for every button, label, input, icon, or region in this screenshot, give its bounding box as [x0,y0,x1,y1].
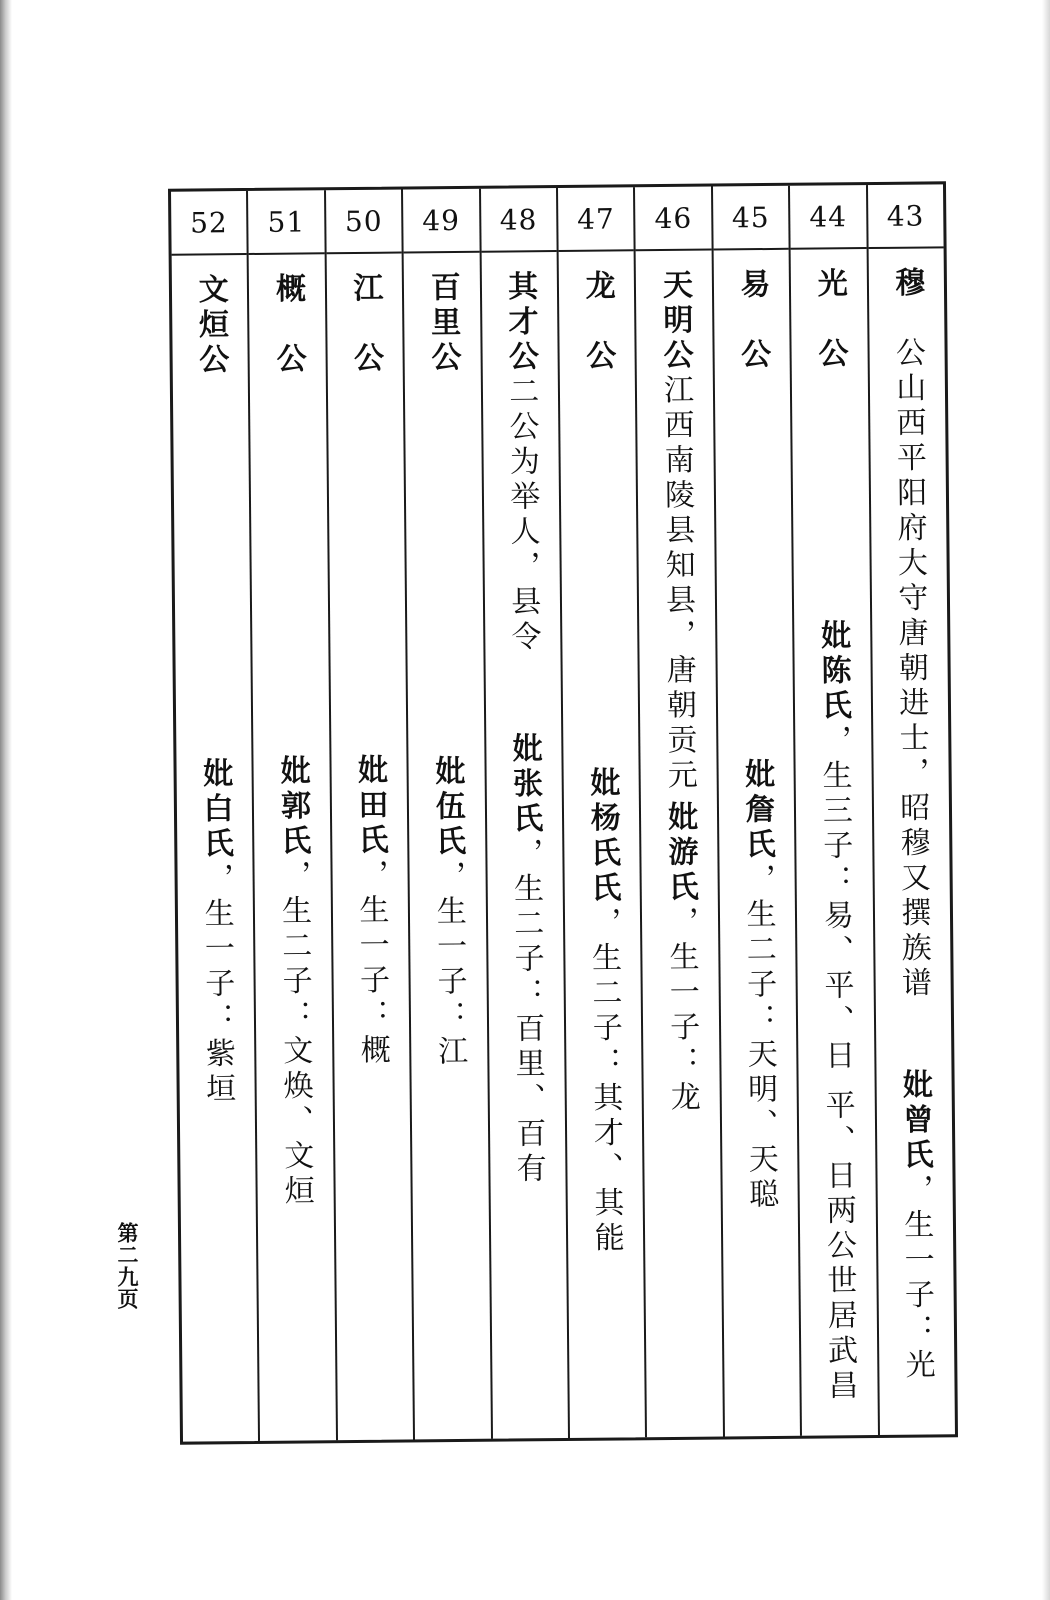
children-list: ，生一子：光 [897,1173,935,1384]
spouse-record [197,757,236,1108]
spouse-name: 妣游氏 [661,800,698,907]
generation-number: 44 [790,185,866,250]
ancestor-record [656,268,697,795]
spouse-name: 妣田氏 [351,753,388,860]
ancestor-description: 二公为举人，县令 [503,375,541,656]
generation-body [404,253,491,1440]
ancestor-name: 文烜公 [192,273,229,379]
ancestor-record [269,272,306,378]
ancestor-description: 公 [734,337,771,374]
ancestor-record [502,270,541,656]
page-left-edge-shadow [0,0,12,1600]
ancestor-description: 公 [270,342,306,378]
generation-number: 48 [481,188,557,253]
ancestor-name: 龙 [579,269,616,340]
generation-number: 49 [403,189,479,254]
spouse-name: 妣曾氏 [896,1068,933,1174]
spouse-name: 妣陈氏 [815,619,852,725]
spouse-record [351,753,390,1070]
children-list: ，生二子：百里、百有 [507,837,546,1188]
ancestor-name: 易 [734,267,770,339]
ancestor-name: 百里公 [424,270,461,377]
generation-column-44 [788,185,877,1436]
spouse-name: 妣张氏 [506,732,543,838]
children-list: ，生一子：紫垣 [198,862,236,1108]
children-list: ，生二子：其才、其能 [585,906,624,1257]
generation-number: 43 [868,184,944,249]
children-list: ，生一子：概 [352,858,390,1070]
ancestor-name: 光 [811,267,848,338]
ancestor-name: 天明公 [656,268,693,375]
spouse-name: 妣郭氏 [274,754,311,860]
generation-column-52 [171,191,258,1442]
generation-column-49 [401,189,490,1440]
ancestor-description: 江西南陵县知县，唐朝贡元 [657,373,697,795]
generation-number: 51 [248,190,324,255]
generation-column-48 [479,188,568,1439]
ancestor-record [347,271,384,378]
ancestor-record [811,267,848,373]
spouse-name: 妣詹氏 [738,757,775,864]
spouse-name: 妣白氏 [197,757,234,863]
spouse-name: 妣杨氏氏 [584,766,621,907]
spouse-record [274,754,314,1210]
ancestor-name: 概 [269,272,306,343]
generation-number: 47 [558,187,634,252]
generation-number: 45 [713,186,789,251]
spouse-name: 妣伍氏 [429,754,466,861]
ancestor-name: 穆 [889,266,925,337]
generation-number: 46 [635,187,711,252]
ancestor-description: 公 [580,339,616,375]
spouse-record [896,1068,935,1384]
generation-body [249,254,336,1441]
ancestor-name: 江 [347,271,383,343]
generation-column-46 [633,187,722,1438]
generation-body [481,252,568,1439]
ancestor-record [192,273,229,379]
ancestor-description: 公 [347,341,384,378]
ancestor-description: 公山西平阳府大守唐朝进士，昭穆又撰族谱 [889,336,932,1002]
generation-column-45 [711,186,800,1437]
generation-body [559,251,646,1438]
generation-number: 52 [171,191,247,256]
generation-column-47 [556,187,645,1438]
generation-body [326,254,413,1441]
children-list: ，生二子：文焕、文烜 [275,859,314,1210]
genealogy-table [168,181,958,1444]
spouse-record [584,766,624,1257]
residence-note: 平、日两公世居武昌 [819,1089,858,1405]
generation-body [172,255,259,1442]
ancestor-record [889,266,932,1002]
children-list: ，生二子：天明、天聪 [739,862,779,1214]
children-list: ，生三子：易、平、日 [816,724,855,1075]
ancestor-record [424,270,461,377]
generation-body [791,249,878,1436]
spouse-record [429,754,468,1071]
spouse-record [661,800,700,1117]
generation-body [713,250,800,1437]
generation-body [636,251,723,1438]
ancestor-name: 其才公 [502,270,539,376]
children-list: ，生一子：江 [430,859,468,1071]
page-number: 第二九页 [115,1222,140,1310]
children-list: ，生一子：龙 [662,905,700,1117]
generation-column-50 [324,190,413,1441]
ancestor-record [734,267,771,374]
generation-body [868,248,955,1435]
spouse-record [506,732,546,1188]
generation-column-43 [866,184,955,1435]
generation-number: 50 [326,190,402,255]
ancestor-record [579,269,616,375]
spouse-record [815,619,855,1075]
ancestor-description: 公 [812,337,848,373]
spouse-record [738,757,779,1214]
generation-column-51 [246,190,335,1441]
page-right-edge-shadow [1042,0,1050,1600]
